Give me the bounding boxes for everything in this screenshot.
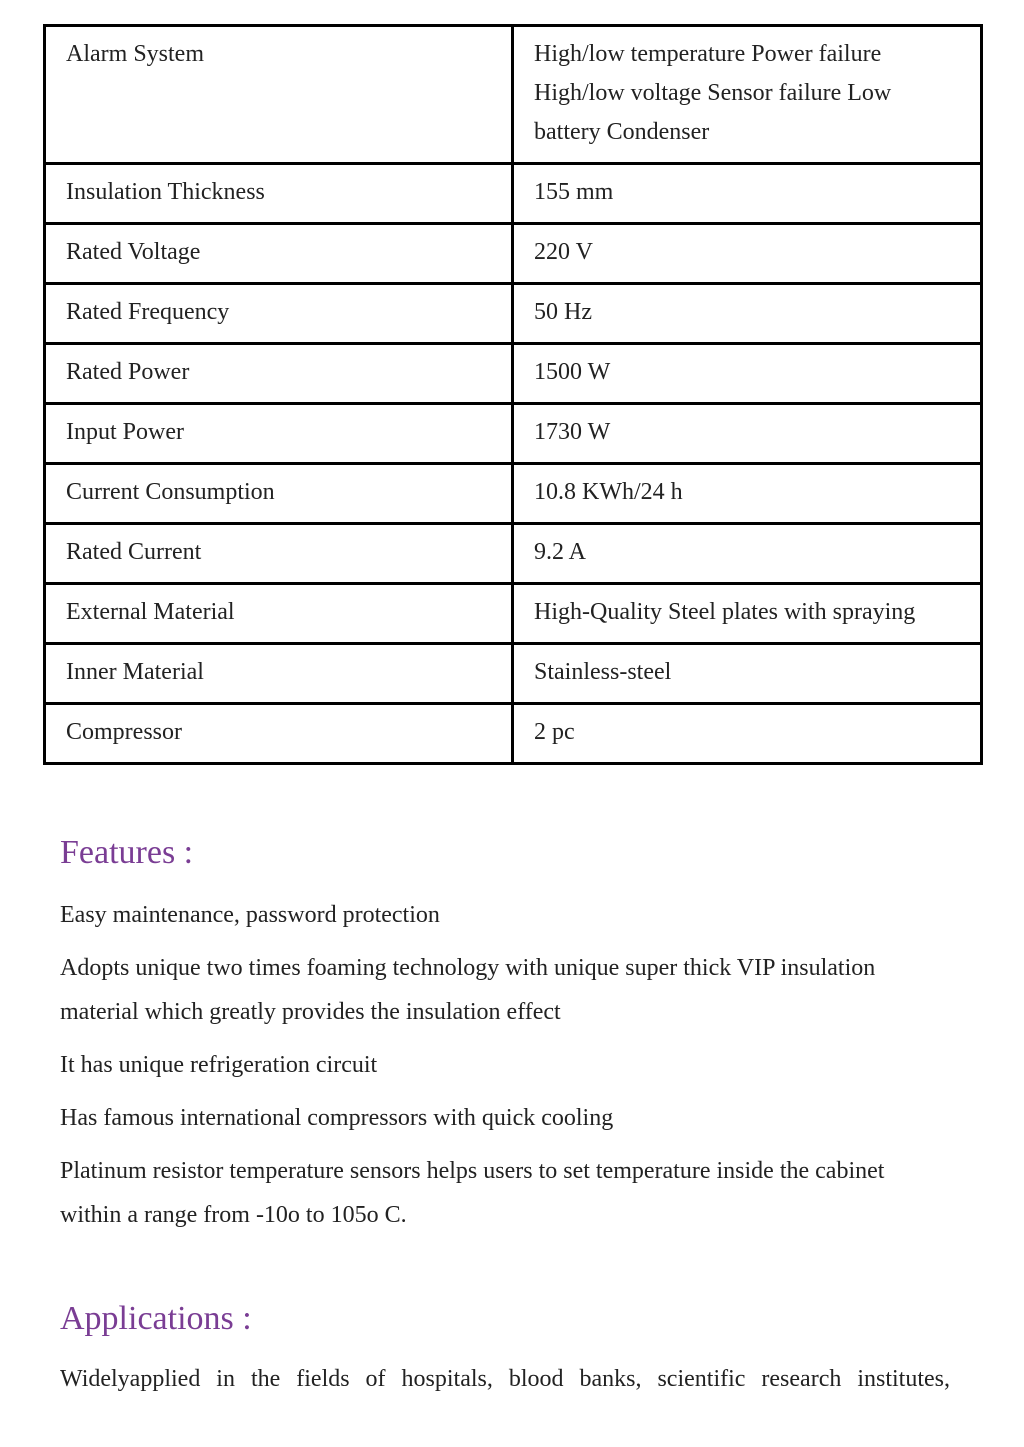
spec-row-rated-voltage — [45, 224, 982, 284]
feature-item: Has famous international compressors with quick cooling — [60, 1105, 614, 1131]
spec-row-inner-material — [45, 644, 982, 704]
spec-value: 155 mm — [513, 164, 982, 224]
spec-row-input-power — [45, 404, 982, 464]
spec-value: 10.8 KWh/24 h — [513, 464, 982, 524]
spec-value: 220 V — [513, 224, 982, 284]
spec-label: Current Consumption — [45, 464, 513, 524]
feature-item: It has unique refrigeration circuit — [60, 1052, 378, 1078]
spec-value: 1730 W — [513, 404, 982, 464]
specifications-table — [43, 24, 983, 765]
spec-label: Rated Power — [45, 344, 513, 404]
spec-label: Input Power — [45, 404, 513, 464]
spec-label: Compressor — [45, 704, 513, 764]
spec-value: 1500 W — [513, 344, 982, 404]
spec-value: High/low temperature Power failure High/low voltage Sensor failure Low battery Condenser — [513, 26, 982, 164]
spec-row-compressor — [45, 704, 982, 764]
spec-value: 2 pc — [513, 704, 982, 764]
spec-value: High-Quality Steel plates with spraying — [513, 584, 982, 644]
applications-text: Widelyapplied in the fields of hospitals, blood banks, scientific research institutes, — [60, 1366, 950, 1392]
spec-label: Rated Voltage — [45, 224, 513, 284]
spec-row-alarm-system — [45, 26, 982, 164]
spec-row-rated-current — [45, 524, 982, 584]
applications-heading: Applications : — [60, 1300, 252, 1337]
spec-row-external-material — [45, 584, 982, 644]
spec-row-insulation-thickness — [45, 164, 982, 224]
spec-label: Insulation Thickness — [45, 164, 513, 224]
spec-label: Rated Current — [45, 524, 513, 584]
feature-item: Adopts unique two times foaming technology with unique super thick VIP insulation material which greatly provides the insulation effect — [60, 955, 876, 1025]
spec-label: External Material — [45, 584, 513, 644]
spec-label: Rated Frequency — [45, 284, 513, 344]
spec-value: Stainless-steel — [513, 644, 982, 704]
feature-item: Easy maintenance, password protection — [60, 902, 440, 928]
features-list — [60, 893, 900, 1246]
spec-value: 9.2 A — [513, 524, 982, 584]
spec-label: Inner Material — [45, 644, 513, 704]
features-heading: Features : — [60, 834, 194, 871]
spec-label: Alarm System — [45, 26, 513, 164]
spec-row-rated-frequency — [45, 284, 982, 344]
spec-row-rated-power — [45, 344, 982, 404]
spec-value: 50 Hz — [513, 284, 982, 344]
feature-item: Platinum resistor temperature sensors helps users to set temperature inside the cabinet within a range from -10o to 105o C. — [60, 1158, 885, 1228]
spec-row-current-consumption — [45, 464, 982, 524]
